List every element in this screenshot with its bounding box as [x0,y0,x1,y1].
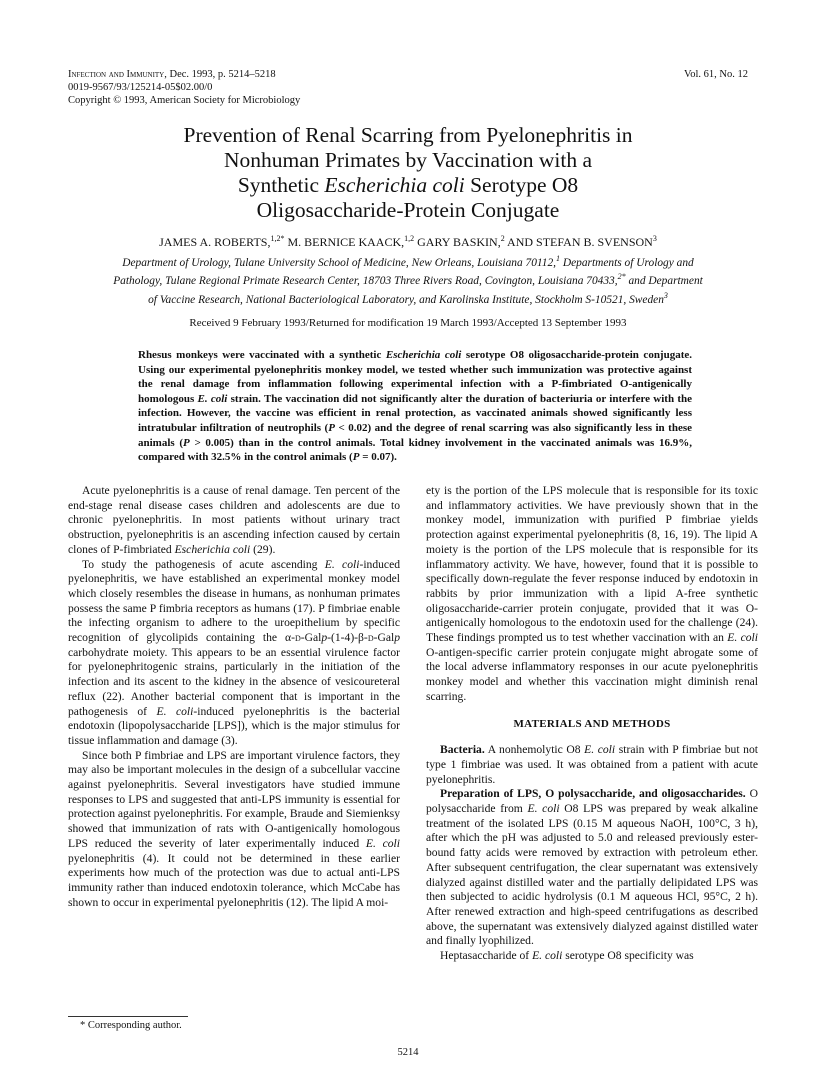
text: -induced pyelonephritis is the bacterial endotoxin (lipopolysaccharide [LPS]), which is the major stimulus for tissue inflammation and damage (3). [68,704,401,747]
paragraph [426,743,758,787]
species: Escherichia coli [174,542,251,556]
affiliation-mark: 3 [663,290,668,300]
journal-header [68,68,300,107]
title-species: Escherichia coli [324,173,465,197]
affiliations [110,252,706,307]
text: -induced pyelonephritis, we have established an experimental monkey model which closely resembles the disease in humans, as nonhuman primates possess the same P fimbria receptors as humans (17). P fimbriae enable the infecting organism to adhere to the uroepithelium by specific recognition of glycolipids containing the α- [68,557,401,645]
species: E. coli [365,836,400,850]
received-dates: Received 9 February 1993/Returned for modification 19 March 1993/Accepted 13 September 1993 [189,317,627,329]
text: Since both P fimbriae and LPS are important virulence factors, they may also be important molecules in the design of a subcellular vaccine against pyelonephritis. Several investigators have studied immune responses to LPS and suggested that anti-LPS immunity is essential for protection against pyelonephritis. For example, Braude and Siemienksy showed that immunization of rats with O-antigenically homologous LPS reduced the severity of later experimentally induced [68,748,400,850]
abstract-species: Escherichia coli [385,349,462,361]
text: O-antigen-specific carrier protein conjugate might abrogate some of the local adverse inflammatory responses in our acute pyelonephritis monkey model and whether this vaccination might diminish renal scarring. [426,645,758,703]
article-title [60,123,756,223]
text: Heptasaccharide of [440,949,533,963]
text: carbohydrate moiety. This appears to be an essential virulence factor for pyelonephritogenic strains, particularly in the initiation of the infection and its ascent to the kidney in the absence of vesicoureteral reflux (22). Another bacterial component that is important in the pathogenesis of [68,645,400,718]
species: E. coli [324,557,360,571]
paragraph [68,484,400,558]
abstract-text: > 0.005) than in the control animals. Total kidney involvement in the vaccinated animals was 16.9%, compared with 32.5% in the control animals ( [138,436,692,464]
text: -Gal [300,631,322,645]
text: O8 LPS was prepared by weak alkaline treatment of the isolated LPS (0.15 M aqueous NaOH, 100°C, 3 h), after which the pH was adjusted to 5.0 and released previously ester-bound fatty acids were removed by extraction with petroleum ether. After subsequent centrifugation, the clear supernatant was extensively dialyzed against distilled water and the partially delipidated LPS was then subjected to acidic hydrolysis (0.1 M aqueous HCl, 95°C, 2 h). After renewed extraction and high-speed centrifugations as described above, the supernatant was extensively dialyzed against distilled water and finally lyophilized. [426,802,758,948]
section-heading: MATERIALS AND METHODS [513,717,671,730]
issue-date-pages: , Dec. 1993, p. 5214–5218 [164,69,276,80]
abstract-stat: P [328,421,335,434]
affiliation-text: Department of Urology, Tulane University School of Medicine, New Orleans, Louisiana 70112, [122,256,557,269]
affiliation-mark: 2* [617,272,626,282]
abstract-text: Rhesus monkeys were vaccinated with a synthetic [138,349,386,361]
paragraph [426,484,758,705]
text: O polysaccharide from [426,787,758,816]
text: p [321,631,328,645]
title-line: Oligosaccharide-Protein Conjugate [256,198,560,222]
author-affiliation-mark: 1,2* [270,234,285,243]
run-in-heading: Preparation of LPS, O polysaccharide, and oligosaccharides. [440,787,746,801]
abstract-species: E. coli [197,392,228,405]
species: E. coli [156,704,194,718]
title-line: Nonhuman Primates by Vaccination with a [223,148,593,172]
species: E. coli [527,802,560,816]
text: p [394,631,400,645]
article-code: 0019-9567/93/125214-05$02.00/0 [68,82,213,93]
body-column-left [68,484,400,910]
affiliation-text: and Department of Vaccine Research, National Bacteriological Laboratory, and Karolinska Institute, Stockholm S-10521, Sweden [148,275,703,306]
title-text: Synthetic [237,173,325,197]
author-list [60,234,756,250]
text: -Gal [373,631,395,645]
author-affiliation-mark: 2 [500,234,505,243]
run-in-heading: Bacteria. [440,743,485,757]
author-name: JAMES A. ROBERTS, [159,235,271,249]
species: E. coli [584,743,616,757]
species: E. coli [727,631,759,645]
footnote-rule [68,1016,188,1017]
paragraph [426,787,758,949]
text: d [367,631,374,645]
paragraph [426,949,758,964]
author-name: GARY BASKIN, [414,235,501,249]
title-line: Prevention of Renal Scarring from Pyelonephritis in [183,123,633,147]
abstract-text: serotype O8 oligosaccharide-protein conjugate. Using our experimental pyelonephritis monkey model, we tested whether such immunization was protective against the renal damage from inflammation following experimental infection with a P-fimbriated O-antigenically homologous [138,349,693,405]
paragraph [68,749,400,911]
footnote: * Corresponding author. [80,1020,182,1031]
paragraph [68,558,400,749]
copyright-line: Copyright © 1993, American Society for Microbiology [68,95,301,106]
text: A nonhemolytic O8 [484,743,585,757]
abstract [138,348,692,465]
abstract-text: strain. The vaccination did not significantly alter the duration of bacteriuria or interfere with the infection. However, the vaccine was efficient in renal protection, as vaccinated animals showed significantly less intratubular infiltration of neutrophils ( [138,392,692,434]
author-affiliation-mark: 3 [652,234,657,243]
abstract-text: = 0.07). [359,451,397,464]
journal-name: Infection and Immunity [68,69,165,80]
author-name: M. BERNICE KAACK, [284,235,405,249]
text: strain with P fimbriae but not type 1 fimbriae was used. It was obtained from a patient with acute pyelonephritis. [426,743,758,786]
abstract-stat: P [352,451,360,464]
affiliation-text: Departments of Urology and Pathology, Tulane Regional Primate Research Center, 18703 Three Rivers Road, Covington, Louisiana 70433, [113,256,694,288]
abstract-text: < 0.02) and the degree of renal scarring was also significantly less in these animals ( [138,421,692,449]
text: pyelonephritis (4). It could not be determined in these earlier experiments how much of the protection was due to actual anti-LPS immunity rather than induced endotoxin tolerance, which McCabe has shown to occur in experimental pyelonephritis (12). The lipid A moi- [68,851,400,909]
text: ety is the portion of the LPS molecule that is responsible for its toxic and inflammatory activities. We have previously shown that in the monkey model, immunization with purified P fimbriae yields protection against experimental pyelonephritis (8, 16, 19). The lipid A moiety is the portion of the LPS molecule that is responsible for its inflammatory activity. We have, however, found that it is possible to specifically down-regulate the fever response induced by endotoxin in rabbits by prior immunization with a lipid A-free synthetic oligosaccharide-carrier protein conjugate, provided that it was O-antigenically homologous to the endotoxin used for the challenge (24). These findings prompted us to test whether vaccination with an [426,484,758,645]
text: serotype O8 specificity was [562,949,694,963]
text: d [294,631,301,645]
text: To study the pathogenesis of acute ascending [82,557,325,571]
text: (29). [250,542,276,556]
volume-issue: Vol. 61, No. 12 [684,69,748,80]
author-affiliation-mark: 1,2 [404,234,415,243]
title-line [60,173,756,198]
species: E. coli [532,949,563,963]
affiliation-mark: 1 [556,254,561,263]
text: -(1-4)-β- [327,631,368,645]
body-column-right [426,484,758,964]
abstract-stat: P [183,436,190,449]
author-name: AND STEFAN B. SVENSON [504,235,653,249]
page-number: 5214 [397,1047,419,1058]
title-text: Serotype O8 [464,173,579,197]
text: Acute pyelonephritis is a cause of renal damage. Ten percent of the end-stage renal disease cases children and adolescents are due to chronic pyelonephritis. In most patients without urinary tract obstruction, pyelonephritis is an ascending infection caused by certain clones of P-fimbriated [68,484,400,556]
